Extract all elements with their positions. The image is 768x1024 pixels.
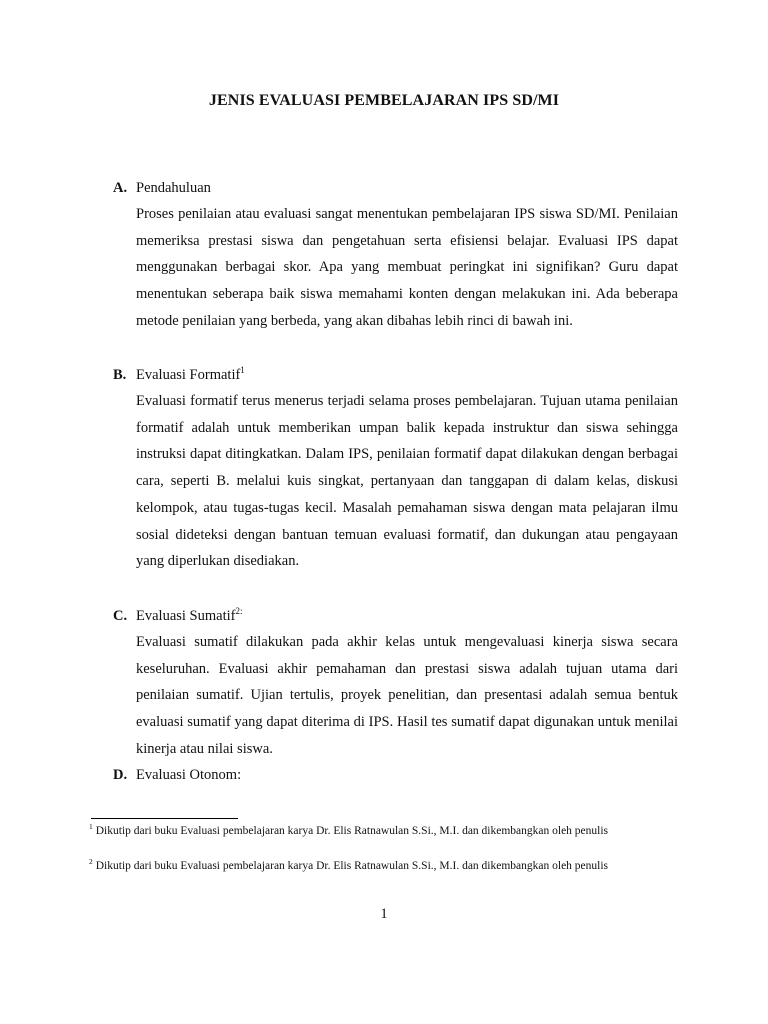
section-body: Evaluasi sumatif dilakukan pada akhir kelas untuk mengevaluasi kinerja siswa secara keseluruhan. Evaluasi akhir pemahaman dan prestasi siswa adalah tujuan utama dari penilaian sumatif. Ujian tertulis, proyek penelitian, dan presentasi adalah semua bentuk evaluasi sumatif yang dapat diterima di IPS. Hasil tes sumatif dapat digunakan untuk menilai kinerja atau nilai siswa. (136, 634, 678, 757)
footnote-separator (91, 818, 238, 819)
section-letter: C. (113, 608, 128, 624)
section-letter: D. (113, 767, 128, 783)
footnote-2 (89, 859, 709, 873)
section-body: Evaluasi formatif terus menerus terjadi selama proses pembelajaran. Tujuan utama penilaian formatif adalah untuk memberikan umpan balik kepada instruktur dan siswa sehingga instruksi dapat ditingkatkan. Dalam IPS, penilaian formatif dapat dilakukan dengan berbagai cara, seperti B. melalui kuis singkat, pertanyaan dan tanggapan di dalam kelas, diskusi kelompok, atau tugas-tugas kecil. Masalah pemahaman siswa dengan mata pelajaran ilmu sosial dideteksi dengan bantuan temuan evaluasi formatif, dan dukungan atau pengayaan yang diperlukan disediakan. (136, 393, 678, 570)
page-number: 1 (380, 906, 388, 922)
section-heading (113, 762, 678, 788)
footnote-number: 2 (89, 857, 93, 867)
section-heading-text: Evaluasi Otonom: (136, 767, 242, 783)
section-heading-text: Pendahuluan (136, 180, 211, 196)
footnote-reference: 2: (235, 606, 243, 617)
section-heading (113, 603, 678, 629)
section-heading (113, 175, 678, 201)
section-summative-evaluation (113, 603, 678, 763)
section-heading (113, 362, 678, 388)
section-body: Proses penilaian atau evaluasi sangat menentukan pembelajaran IPS siswa SD/MI. Penilaian memeriksa prestasi siswa dan pengetahuan serta efisiensi belajar. Evaluasi IPS dapat menggunakan berbagai skor. Apa yang membuat peringkat ini signifikan? Guru dapat menentukan seberapa baik siswa memahami konten dengan melakukan ini. Ada beberapa metode penilaian yang berbeda, yang akan dibahas lebih rinci di bawah ini. (136, 206, 678, 329)
section-letter: B. (113, 367, 127, 383)
section-formative-evaluation (113, 362, 678, 575)
footnote-text: Dikutip dari buku Evaluasi pembelajaran karya Dr. Elis Ratnawulan S.Si., M.I. dan dikembangkan oleh penulis (95, 860, 609, 872)
page-title: JENIS EVALUASI PEMBELAJARAN IPS SD/MI (208, 92, 560, 109)
footnote-1 (89, 824, 709, 838)
section-heading-text: Evaluasi Formatif (136, 367, 241, 383)
footnote-text: Dikutip dari buku Evaluasi pembelajaran karya Dr. Elis Ratnawulan S.Si., M.I. dan dikembangkan oleh penulis (95, 825, 609, 837)
section-introduction (113, 175, 678, 335)
footnote-reference: 1 (240, 365, 245, 376)
footnote-number: 1 (89, 822, 93, 832)
section-heading-text: Evaluasi Sumatif (136, 608, 236, 624)
section-autonomous-evaluation (113, 762, 678, 788)
section-letter: A. (113, 180, 128, 196)
